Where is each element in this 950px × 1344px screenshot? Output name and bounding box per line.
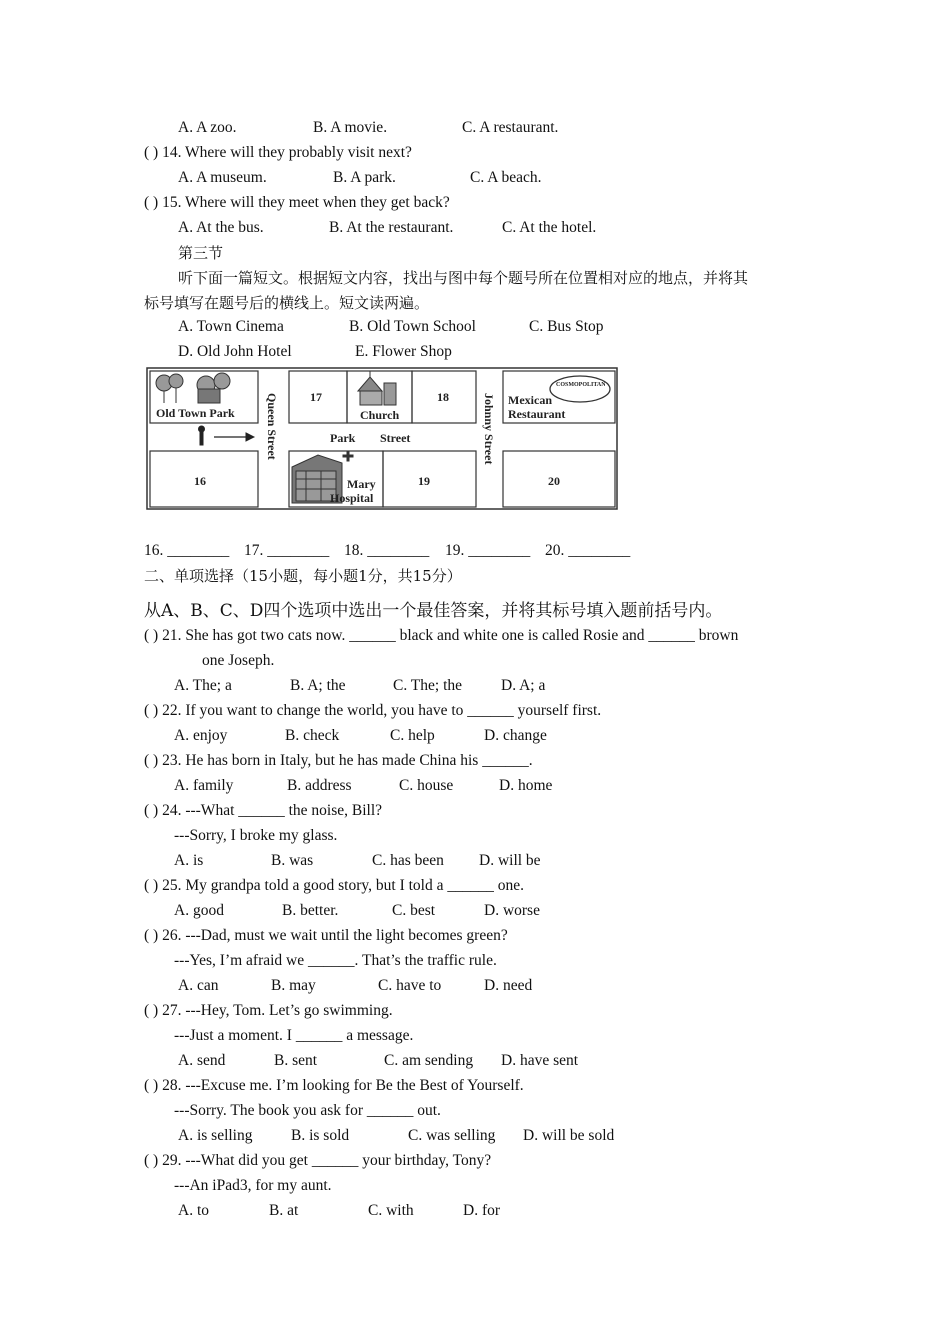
q28-stem: ( ) 28. ---Excuse me. I’m looking for Be the Best of Yourself.: [144, 1077, 524, 1094]
q27-stem: ( ) 27. ---Hey, Tom. Let’s go swimming.: [144, 1002, 393, 1019]
q14-option-b: B. A park.: [333, 169, 396, 186]
mexican-label: Mexican: [508, 393, 552, 407]
q26-option-d: D. need: [484, 977, 533, 994]
q15-option-b: B. At the restaurant.: [329, 219, 454, 236]
q27-option-c: C. am sending: [384, 1052, 474, 1069]
q28-option-c: C. was selling: [408, 1127, 496, 1144]
place-d: D. Old John Hotel: [178, 343, 292, 360]
q15-option-a: A. At the bus.: [178, 219, 264, 236]
q14-option-c: C. A beach.: [470, 169, 542, 186]
q24-option-a: A. is: [174, 852, 204, 869]
q22-option-d: D. change: [484, 727, 547, 744]
q26-stem: ( ) 26. ---Dad, must we wait until the light becomes green?: [144, 927, 508, 944]
q24-stem-cont: ---Sorry, I broke my glass.: [174, 827, 338, 844]
map-number-18: 18: [437, 390, 449, 404]
q21-stem: ( ) 21. She has got two cats now. ______ black and white one is called Rosie and ______ brown: [144, 627, 739, 644]
q23-option-a: A. family: [174, 777, 234, 794]
q28-option-b: B. is sold: [291, 1127, 350, 1144]
hospital-label: Hospital: [330, 491, 374, 505]
q26-option-a: A. can: [178, 977, 219, 994]
q26-stem-cont: ---Yes, I’m afraid we ______. That’s the traffic rule.: [174, 952, 497, 969]
park-street-label-2: Street: [380, 431, 411, 445]
johnny-street-label: Johnny Street: [482, 393, 496, 465]
q25-stem: ( ) 25. My grandpa told a good story, but I told a ______ one.: [144, 877, 524, 894]
q15-option-c: C. At the hotel.: [502, 219, 597, 236]
q13-option-b: B. A movie.: [313, 119, 388, 136]
q24-option-d: D. will be: [479, 852, 541, 869]
q22-stem: ( ) 22. If you want to change the world, you have to ______ yourself first.: [144, 702, 602, 719]
place-b: B. Old Town School: [349, 318, 476, 335]
q21-option-b: B. A; the: [290, 677, 346, 694]
q22-option-a: A. enjoy: [174, 727, 228, 744]
place-c: C. Bus Stop: [529, 318, 604, 335]
restaurant-sign-icon: [550, 376, 610, 402]
q15-stem: ( ) 15. Where will they meet when they get back?: [144, 194, 450, 211]
svg-text:COSMOPOLITAN: COSMOPOLITAN: [556, 382, 606, 388]
q22-option-b: B. check: [285, 727, 340, 744]
mary-label: Mary: [347, 477, 376, 491]
q28-stem-cont: ---Sorry. The book you ask for ______ out.: [174, 1102, 441, 1119]
q25-option-d: D. worse: [484, 902, 540, 919]
q23-stem: ( ) 23. He has born in Italy, but he has made China his ______.: [144, 752, 533, 769]
q25-option-b: B. better.: [282, 902, 339, 919]
q29-stem-cont: ---An iPad3, for my aunt.: [174, 1177, 332, 1194]
q27-option-d: D. have sent: [501, 1052, 579, 1069]
q26-option-b: B. may: [271, 977, 316, 994]
street-map: [146, 367, 618, 510]
map-number-19: 19: [418, 474, 430, 488]
blank-20[interactable]: 20. ________: [545, 542, 631, 559]
map-number-20: 20: [548, 474, 560, 488]
q29-option-d: D. for: [463, 1202, 501, 1219]
q23-option-c: C. house: [399, 777, 454, 794]
q27-option-b: B. sent: [274, 1052, 318, 1069]
place-e: E. Flower Shop: [355, 343, 452, 360]
q27-stem-cont: ---Just a moment. I ______ a message.: [174, 1027, 414, 1044]
q13-option-c: C. A restaurant.: [462, 119, 559, 136]
q23-option-b: B. address: [287, 777, 352, 794]
blank-16[interactable]: 16. ________: [144, 542, 230, 559]
q25-option-a: A. good: [174, 902, 224, 919]
part2-instruction: 从A、B、C、D四个选项中选出一个最佳答案，并将其标号填入题前括号内。: [144, 601, 723, 621]
part2-title: 二、单项选择（15小题，每小题1分，共15分）: [144, 567, 462, 585]
q21-option-c: C. The; the: [393, 677, 463, 694]
blank-17[interactable]: 17. ________: [244, 542, 330, 559]
blank-19[interactable]: 19. ________: [445, 542, 531, 559]
q14-stem: ( ) 14. Where will they probably visit next?: [144, 144, 412, 161]
map-number-17: 17: [310, 390, 322, 404]
park-street-label-1: Park: [330, 431, 356, 445]
q29-option-c: C. with: [368, 1202, 414, 1219]
q29-stem: ( ) 29. ---What did you get ______ your birthday, Tony?: [144, 1152, 492, 1169]
blank-18[interactable]: 18. ________: [344, 542, 430, 559]
q21-option-d: D. A; a: [501, 677, 546, 694]
q24-option-b: B. was: [271, 852, 314, 869]
q22-option-c: C. help: [390, 727, 435, 744]
q28-option-a: A. is selling: [178, 1127, 253, 1144]
q28-option-d: D. will be sold: [523, 1127, 615, 1144]
q13-option-a: A. A zoo.: [178, 119, 237, 136]
old-town-park-label: Old Town Park: [156, 406, 235, 420]
restaurant-label: Restaurant: [508, 407, 566, 421]
q24-stem: ( ) 24. ---What ______ the noise, Bill?: [144, 802, 383, 819]
q23-option-d: D. home: [499, 777, 553, 794]
church-label: Church: [360, 408, 400, 422]
section3-title: 第三节: [178, 244, 224, 262]
q14-option-a: A. A museum.: [178, 169, 267, 186]
q26-option-c: C. have to: [378, 977, 442, 994]
q25-option-c: C. best: [392, 902, 436, 919]
q29-option-a: A. to: [178, 1202, 209, 1219]
section3-instruction-1: 听下面一篇短文。根据短文内容，找出与图中每个题号所在位置相对应的地点，并将其: [178, 269, 749, 287]
map-number-16: 16: [194, 474, 206, 488]
place-a: A. Town Cinema: [178, 318, 284, 335]
queen-street-label: Queen Street: [265, 393, 279, 460]
section3-instruction-2: 标号填写在题号后的横线上。短文读两遍。: [144, 294, 430, 312]
q27-option-a: A. send: [178, 1052, 226, 1069]
q21-option-a: A. The; a: [174, 677, 232, 694]
q24-option-c: C. has been: [372, 852, 444, 869]
q21-stem-cont: one Joseph.: [202, 652, 275, 669]
q29-option-b: B. at: [269, 1202, 299, 1219]
